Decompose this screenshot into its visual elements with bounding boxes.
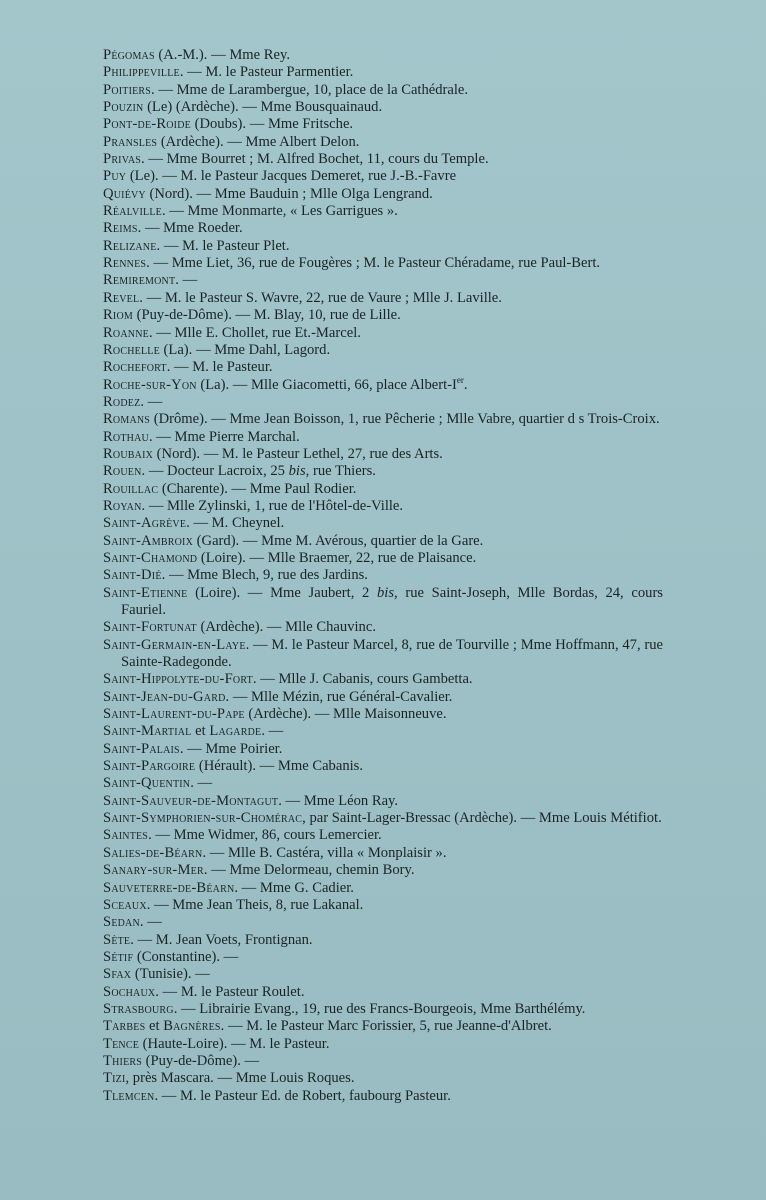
- entry-text: (Haute-Loire). — M. le Pasteur.: [139, 1035, 330, 1052]
- entry-text: (Le). — M. le Pasteur Jacques Demeret, rue J.-B.-Favre: [126, 168, 457, 185]
- directory-entry: [103, 255, 663, 272]
- directory-entry: [103, 359, 663, 376]
- place-name: Saint-Jean-du-Gard: [103, 688, 226, 705]
- entry-text: . — M. le Pasteur Plet.: [156, 237, 290, 254]
- directory-entry: [103, 1070, 663, 1087]
- entry-text: . — Mme Blech, 9, rue des Jardins.: [161, 567, 368, 584]
- directory-entry: [103, 82, 663, 99]
- place-name: Tizi: [103, 1070, 126, 1087]
- directory-entry: [103, 897, 663, 914]
- place-name: Saint-Palais: [103, 740, 180, 757]
- directory-entry: [103, 1001, 663, 1018]
- entry-text: (Constantine). —: [133, 948, 239, 965]
- directory-entry: [103, 481, 663, 498]
- place-name: Reims: [103, 220, 138, 237]
- directory-entry: [103, 932, 663, 949]
- place-name: Sanary-sur-Mer: [103, 862, 204, 879]
- place-name: Pégomas: [103, 47, 155, 63]
- directory-entry: [103, 689, 663, 706]
- directory-entry: [103, 151, 663, 168]
- address-list: [103, 47, 663, 1105]
- directory-entry: [103, 949, 663, 966]
- directory-entry: [103, 374, 663, 394]
- place-name: Saint-Hippolyte-du-Fort: [103, 671, 253, 688]
- directory-entry: [103, 550, 663, 567]
- entry-text-tail: , rue Saint-Joseph, Mlle Bordas, 24, cours Fauriel.: [121, 584, 663, 618]
- directory-entry: [103, 637, 663, 672]
- entry-text: . — M. le Pasteur.: [166, 359, 273, 376]
- entry-text: (Ardèche). — Mlle Chauvinc.: [196, 619, 376, 636]
- entry-text: . — Mlle B. Castéra, villa « Monplaisir ».: [202, 844, 447, 861]
- directory-entry: [103, 775, 663, 792]
- place-name: Sétif: [103, 948, 134, 965]
- entry-text: , par Saint-Lager-Bressac (Ardèche). — Mme Louis Métifiot.: [302, 810, 662, 827]
- directory-entry: [103, 741, 663, 758]
- directory-entry: [103, 134, 663, 151]
- entry-text: (Nord). — Mme Bauduin ; Mlle Olga Lengrand.: [145, 185, 433, 202]
- place-name: Saint-Germain-en-Laye: [103, 636, 246, 653]
- entry-text: (Loire). — Mlle Braemer, 22, rue de Plaisance.: [197, 549, 477, 566]
- entry-text: . — M. le Pasteur S. Wavre, 22, rue de Vaure ; Mlle J. Laville.: [139, 289, 502, 306]
- entry-text-tail: . —: [261, 723, 284, 740]
- directory-entry: [103, 1088, 663, 1105]
- directory-entry: [103, 203, 663, 220]
- entry-text: . — Mme Roeder.: [137, 220, 243, 237]
- entry-text: . — M. le Pasteur Ed. de Robert, faubourg Pasteur.: [154, 1087, 451, 1104]
- entry-text: . — Mme Monmarte, « Les Garrigues ».: [161, 203, 398, 220]
- entry-text: et: [191, 723, 210, 740]
- directory-entry: [103, 793, 663, 810]
- place-name: Privas: [103, 151, 142, 168]
- directory-entry: [103, 272, 663, 289]
- directory-entry: [103, 463, 663, 480]
- entry-text: . —: [139, 914, 162, 931]
- directory-entry: [103, 585, 663, 620]
- entry-text: . — M. Jean Voets, Frontignan.: [130, 931, 313, 948]
- directory-entry: [103, 706, 663, 723]
- place-name: Roanne: [103, 324, 149, 341]
- directory-entry: [103, 220, 663, 237]
- entry-text: (Ardèche). — Mlle Maisonneuve.: [244, 706, 447, 723]
- entry-text: . —: [190, 775, 213, 792]
- directory-entry: [103, 411, 663, 428]
- directory-entry: [103, 966, 663, 983]
- place-name: Pransles: [103, 133, 158, 150]
- directory-entry: [103, 186, 663, 203]
- place-name: Saint-Chamond: [103, 549, 198, 566]
- place-name: Sochaux: [103, 983, 156, 1000]
- entry-text: . — Mme Poirier.: [179, 740, 283, 757]
- directory-entry: [103, 880, 663, 897]
- directory-entry: [103, 1036, 663, 1053]
- place-name: Tence: [103, 1035, 140, 1052]
- place-name: Saint-Symphorien-sur-Chomérac: [103, 810, 303, 827]
- directory-entry: [103, 307, 663, 324]
- entry-text: (La). — Mme Dahl, Lagord.: [159, 341, 331, 358]
- place-name: Rochefort: [103, 359, 167, 376]
- entry-text: . — Mlle Zylinski, 1, rue de l'Hôtel-de-Ville.: [141, 497, 404, 514]
- directory-entry: [103, 1053, 663, 1070]
- entry-text: (Puy-de-Dôme). — M. Blay, 10, rue de Lille.: [132, 307, 401, 324]
- entry-text: (Ardèche). — Mme Albert Delon.: [157, 133, 360, 150]
- entry-text: (Gard). — Mme M. Avérous, quartier de la Gare.: [193, 532, 484, 549]
- entry-text: . — Mlle J. Cabanis, cours Gambetta.: [252, 671, 473, 688]
- place-name: Sauveterre-de-Béarn: [103, 879, 235, 896]
- entry-text: . — Mme Pierre Marchal.: [148, 428, 300, 445]
- directory-entry: [103, 99, 663, 116]
- entry-text: . —: [140, 393, 163, 410]
- place-name: Rennes: [103, 255, 147, 272]
- bis-marker: bis: [376, 584, 395, 601]
- place-name: Sceaux: [103, 896, 147, 913]
- directory-entry: [103, 290, 663, 307]
- entry-text: (Drôme). — Mme Jean Boisson, 1, rue Pêcherie ; Mlle Vabre, quartier d s Trois-Croix.: [150, 411, 660, 428]
- place-name: Tarbes: [103, 1018, 146, 1035]
- place-name: Pont-de-Roide: [103, 116, 191, 133]
- directory-entry: [103, 168, 663, 185]
- directory-entry: [103, 64, 663, 81]
- entry-text: . —: [175, 272, 198, 289]
- place-name: Puy: [103, 168, 127, 185]
- place-name: Romans: [103, 411, 151, 428]
- superscript: er: [456, 374, 464, 385]
- entry-text: . — Mme Liet, 36, rue de Fougères ; M. le Pasteur Chéradame, rue Paul-Bert.: [146, 255, 601, 272]
- directory-entry: [103, 394, 663, 411]
- place-name: Rouillac: [103, 480, 159, 497]
- place-name: Rodez: [103, 393, 141, 410]
- directory-entry: [103, 567, 663, 584]
- place-name: Saint-Etienne: [103, 584, 188, 601]
- place-name: Réalville: [103, 203, 162, 220]
- place-name: Tlemcen: [103, 1087, 155, 1104]
- place-name: Strasbourg: [103, 1000, 174, 1017]
- directory-entry: [103, 116, 663, 133]
- place-name: Royan: [103, 497, 142, 514]
- entry-text-tail: .: [463, 376, 468, 393]
- directory-entry: [103, 810, 663, 827]
- place-name: Saint-Quentin: [103, 775, 191, 792]
- directory-entry: [103, 758, 663, 775]
- directory-entry: [103, 862, 663, 879]
- entry-text: (Nord). — M. le Pasteur Lethel, 27, rue des Arts.: [153, 445, 443, 462]
- place-name: Roche-sur-Yon: [103, 376, 197, 393]
- entry-text: . — Mlle Mézin, rue Général-Cavalier.: [225, 688, 453, 705]
- entry-text-tail: , rue Thiers.: [305, 463, 376, 480]
- place-name: Saint-Martial: [103, 723, 192, 740]
- entry-text: (Doubs). — Mme Fritsche.: [190, 116, 354, 133]
- entry-text: (Puy-de-Dôme). —: [142, 1052, 260, 1069]
- place-name: Saint-Fortunat: [103, 619, 197, 636]
- entry-text: . — Mme Léon Ray.: [278, 792, 399, 809]
- entry-text: . — M. le Pasteur Roulet.: [155, 983, 305, 1000]
- entry-text: . — Librairie Evang., 19, rue des Francs-Bourgeois, Mme Barthélémy.: [173, 1000, 586, 1017]
- directory-entry: [103, 238, 663, 255]
- directory-entry: [103, 914, 663, 931]
- entry-text: . — M. le Pasteur Parmentier.: [179, 64, 354, 81]
- entry-text: . — Mme Bourret ; M. Alfred Bochet, 11, cours du Temple.: [141, 151, 489, 168]
- place-name: Revel: [103, 289, 140, 306]
- entry-text: . — Mme Delormeau, chemin Bory.: [203, 862, 415, 879]
- place-name: Sedan: [103, 914, 140, 931]
- entry-text: . — Mme de Larambergue, 10, place de la Cathédrale.: [151, 81, 469, 98]
- directory-entry: [103, 342, 663, 359]
- place-name: Saint-Laurent-du-Pape: [103, 706, 245, 723]
- directory-entry: [103, 671, 663, 688]
- directory-entry: [103, 984, 663, 1001]
- place-name: Saint-Agrève: [103, 515, 187, 532]
- place-name-secondary: Lagarde: [209, 723, 262, 740]
- place-name: Remiremont: [103, 272, 176, 289]
- place-name: Rochelle: [103, 341, 160, 358]
- directory-entry: [103, 533, 663, 550]
- place-name: Poitiers: [103, 81, 152, 98]
- entry-text: . — M. le Pasteur Marcel, 8, rue de Tourville ; Mme Hoffmann, 47, rue Sainte-Radegonde.: [121, 636, 663, 671]
- directory-entry: [103, 325, 663, 342]
- place-name: Sfax: [103, 966, 132, 983]
- place-name: Quiévy: [103, 185, 146, 202]
- bis-marker: bis: [288, 463, 306, 480]
- entry-text: (A.-M.). — Mme Rey.: [154, 47, 290, 63]
- directory-entry: [103, 429, 663, 446]
- place-name: Sète: [103, 931, 131, 948]
- place-name-secondary: Bagnères: [163, 1018, 221, 1035]
- place-name: Pouzin: [103, 99, 144, 116]
- place-name: Philippeville: [103, 64, 180, 81]
- place-name: Saint-Ambroix: [103, 532, 194, 549]
- place-name: Saintes: [103, 827, 149, 844]
- directory-entry: [103, 1018, 663, 1035]
- place-name: Salies-de-Béarn: [103, 844, 203, 861]
- entry-text: . — M. Cheynel.: [186, 515, 285, 532]
- directory-entry: [103, 723, 663, 740]
- place-name: Relizane: [103, 237, 157, 254]
- directory-entry: [103, 845, 663, 862]
- place-name: Riom: [103, 307, 133, 324]
- directory-entry: [103, 446, 663, 463]
- directory-entry: [103, 515, 663, 532]
- entry-text: (Hérault). — Mme Cabanis.: [195, 758, 364, 775]
- entry-text: (La). — Mlle Giacometti, 66, place Albert-I: [196, 376, 457, 393]
- entry-text-tail: . — M. le Pasteur Marc Forissier, 5, rue Jeanne-d'Albret.: [220, 1018, 552, 1035]
- entry-text: (Tunisie). —: [131, 966, 210, 983]
- place-name: Saint-Sauveur-de-Montagut: [103, 792, 279, 809]
- place-name: Rothau: [103, 428, 149, 445]
- entry-text: , près Mascara. — Mme Louis Roques.: [125, 1070, 355, 1087]
- place-name: Thiers: [103, 1052, 143, 1069]
- place-name: Saint-Pargoire: [103, 758, 196, 775]
- place-name: Roubaix: [103, 445, 154, 462]
- entry-text: (Charente). — Mme Paul Rodier.: [158, 480, 357, 497]
- place-name: Rouen: [103, 463, 142, 480]
- directory-entry: [103, 619, 663, 636]
- directory-entry: [103, 498, 663, 515]
- place-name: Saint-Dié: [103, 567, 162, 584]
- entry-text: . — Mme G. Cadier.: [234, 879, 354, 896]
- entry-text: (Loire). — Mme Jaubert, 2: [187, 584, 377, 601]
- entry-text: . — Mlle E. Chollet, rue Et.-Marcel.: [148, 324, 361, 341]
- directory-entry: [103, 827, 663, 844]
- entry-text: (Le) (Ardèche). — Mme Bousquainaud.: [143, 99, 383, 116]
- entry-text: et: [145, 1018, 164, 1035]
- directory-entry: [103, 47, 663, 64]
- entry-text: . — Mme Widmer, 86, cours Lemercier.: [148, 827, 382, 844]
- entry-text: . — Docteur Lacroix, 25: [141, 463, 289, 480]
- entry-text: . — Mme Jean Theis, 8, rue Lakanal.: [146, 896, 364, 913]
